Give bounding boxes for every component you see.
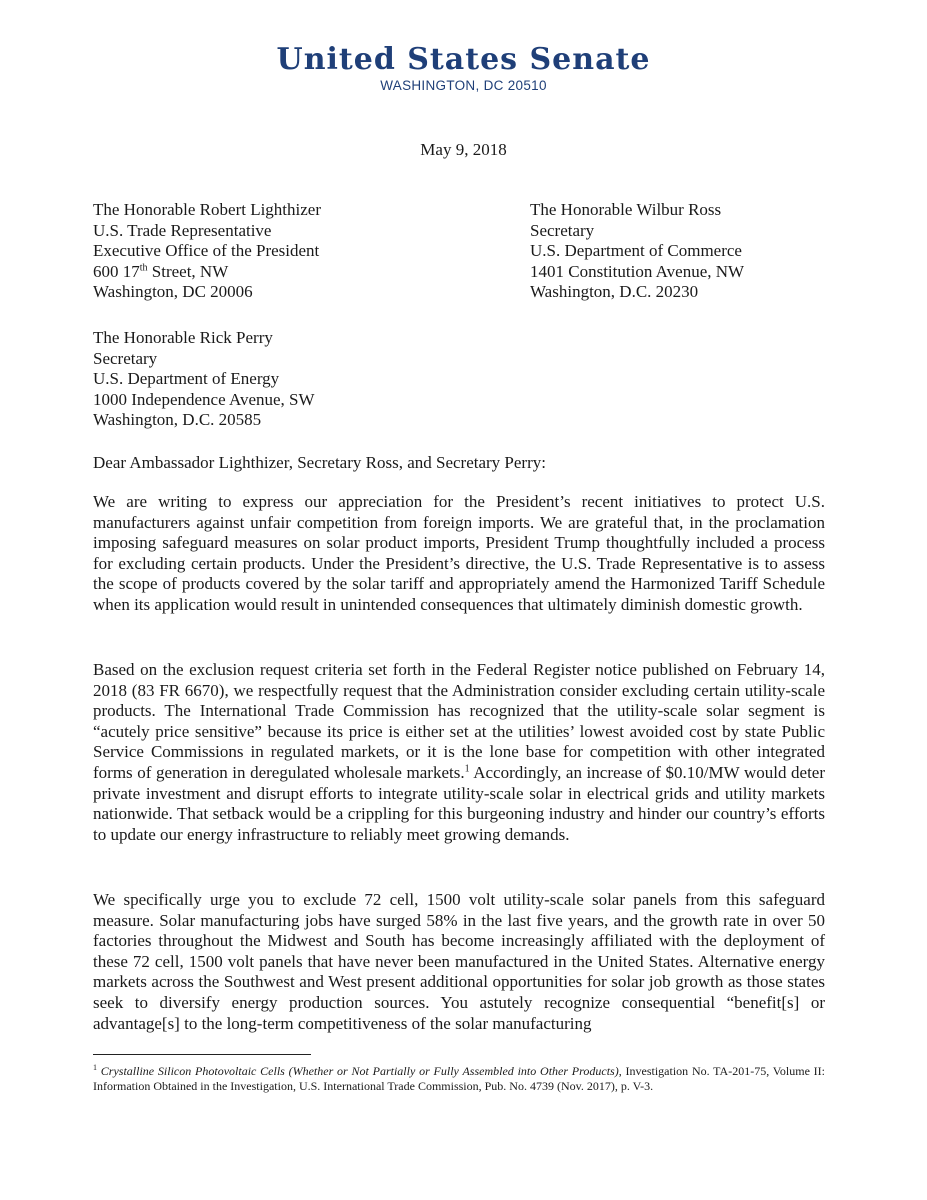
salutation: Dear Ambassador Lighthizer, Secretary Ross, and Secretary Perry: (93, 453, 546, 472)
body-paragraph-3: We specifically urge you to exclude 72 cell, 1500 volt utility-scale solar panels from this safeguard measure. Solar manufacturing jobs have surged 58% in the last five years, and the growth rate in over 50 factories throughout the Midwest and South has become increasingly affiliated with the deployment of these 72 cell, 1500 volt panels that have never been manufactured in the United States. Alternative energy markets across the Southwest and West present additional opportunities for solar job growth as those states seek to diversify energy production sources. You astutely recognize consequential “benefit[s] or advantage[s] to the long-term competitiveness of the solar manufacturing (93, 890, 825, 1033)
paragraph-text: Accordingly, an increase of $0.10/MW would deter private investment and disrupt efforts to integrate utility-scale solar in electrical grids and utility markets nationwide. That setback would be a crippling for this burgeoning industry and hinder our country’s efforts to update our energy infrastructure to reliably meet growing demands. (93, 762, 826, 844)
footnote-mark: 1 (93, 1063, 97, 1072)
recipient-city: Washington, D.C. 20230 (530, 282, 699, 302)
recipient-street: 1000 Independence Avenue, SW (93, 389, 315, 409)
senate-city: WASHINGTON, DC 20510 (380, 78, 547, 93)
recipient-title: U.S. Trade Representative (93, 220, 272, 240)
recipient-name: The Honorable Wilbur Ross (530, 200, 722, 219)
letterhead (0, 42, 927, 94)
recipient-name: The Honorable Rick Perry (93, 328, 273, 347)
recipient-street: 1401 Constitution Avenue, NW (530, 261, 745, 281)
recipient-city: Washington, DC 20006 (93, 282, 253, 302)
recipient-city: Washington, D.C. 20585 (93, 410, 262, 430)
recipient-office: U.S. Department of Energy (93, 369, 280, 389)
footnote (93, 1064, 825, 1094)
body-paragraph-1: We are writing to express our appreciation for the President’s recent initiatives to protect U.S. manufacturers against unfair competition from foreign imports. We are grateful that, in the proclamation imposing safeguard measures on solar product imports, President Trump thoughtfully included a process for excluding certain products. Under the President’s directive, the U.S. Trade Representative is to assess the scope of products covered by the solar tariff and appropriately amend the Harmonized Tariff Schedule when its application would result in unintended consequences that ultimately diminish domestic growth. (93, 492, 825, 614)
paragraph-text: Based on the exclusion request criteria set forth in the Federal Register notice published on February 14, 2018 (83 FR 6670), we respectfully request that the Administration consider excluding certain utility-scale products. The International Trade Commission has recognized that the utility-scale solar segment is “acutely price sensitive” because its price is either set at the utilities’ lowest avoided cost by state Public Service Commissions in regulated markets, or it is the lone base for competition with other integrated forms of generation in deregulated wholesale markets. (93, 660, 825, 782)
footnote-reference: 1 (464, 763, 470, 775)
recipient-office: U.S. Department of Commerce (530, 241, 742, 261)
recipient-address-lighthizer (93, 200, 321, 303)
recipient-street: 600 17th Street, NW (93, 261, 229, 281)
recipient-office: Executive Office of the President (93, 241, 320, 261)
recipient-name: The Honorable Robert Lighthizer (93, 200, 322, 219)
recipient-title: Secretary (530, 220, 595, 240)
senate-title: United States Senate (276, 42, 651, 77)
footnote-title: Crystalline Silicon Photovoltaic Cells (Whether or Not Partially or Fully Assembled into Other Products) (100, 1064, 619, 1078)
footnote-divider (93, 1054, 311, 1055)
footnote-text: , Investigation No. TA-201-75, Volume II: Information Obtained in the Investigation, U.S. International Trade Commission, Pub. No. 4739 (Nov. 2017), p. V-3. (93, 1064, 826, 1093)
body-paragraph-2 (93, 660, 825, 845)
recipient-address-ross (530, 200, 744, 303)
recipient-address-perry (93, 328, 315, 431)
letter-date: May 9, 2018 (420, 140, 507, 159)
recipient-title: Secretary (93, 348, 158, 368)
